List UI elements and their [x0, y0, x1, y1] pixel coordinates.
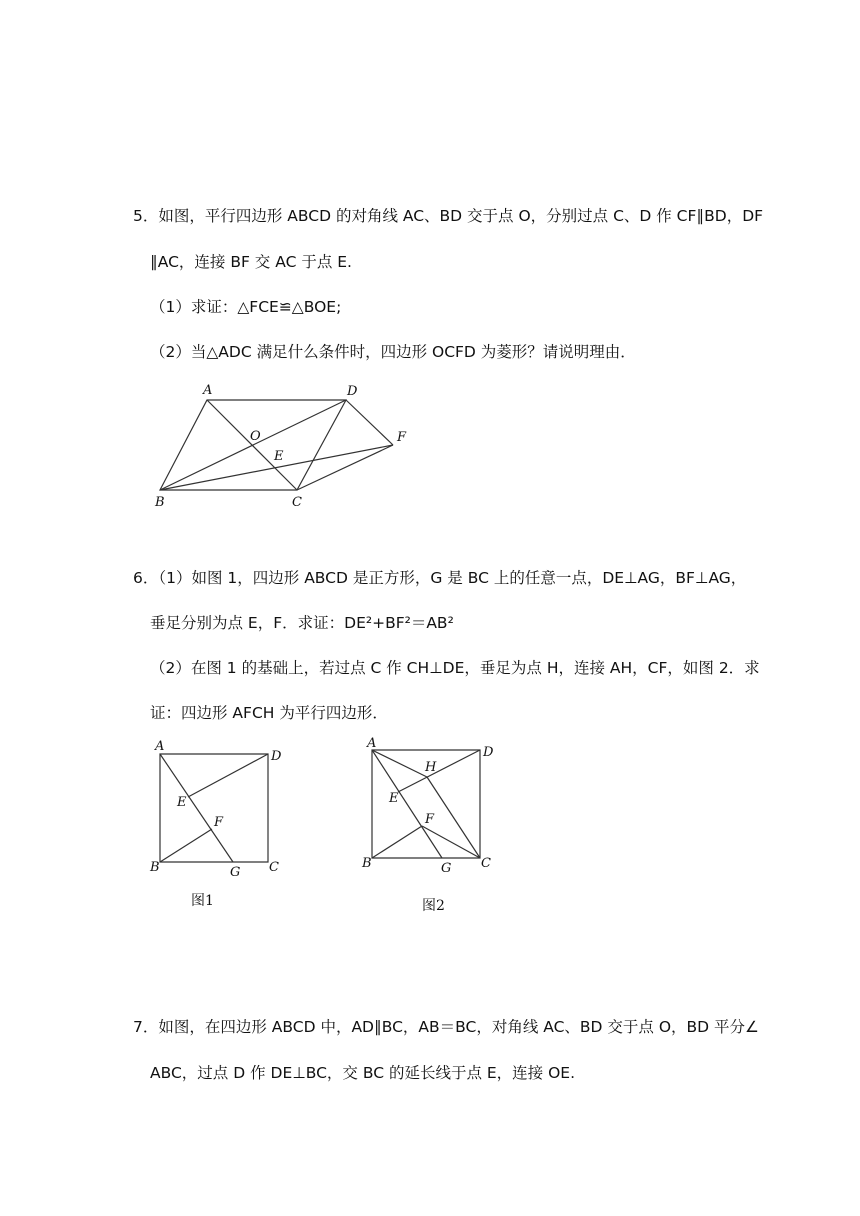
q7-line-2: ABC，过点 D 作 DE⊥BC，交 BC 的延长线于点 E，连接 OE. [150, 1064, 576, 1082]
figure-1-caption: 图1 [191, 893, 214, 909]
label-e: E [177, 795, 187, 810]
label-c: C [292, 495, 302, 510]
label-d: D [271, 749, 282, 764]
q5-part-2: （2）当△ADC 满足什么条件时，四边形 OCFD 为菱形？请说明理由． [150, 343, 636, 361]
label-a: A [203, 383, 213, 398]
label-f: F [425, 812, 435, 827]
q6-line-3: （2）在图 1 的基础上，若过点 C 作 CH⊥DE，垂足为点 H，连接 AH，CF，如图 2．求 [150, 659, 760, 677]
label-e: E [389, 791, 399, 806]
q6-line-1: 6．（1）如图 1，四边形 ABCD 是正方形，G 是 BC 上的任意一点，DE⊥AG，BF⊥AG， [133, 569, 747, 587]
label-f: F [397, 430, 407, 445]
segment-ch [427, 777, 480, 858]
q6-line-2: 垂足分别为点 E，F．求证：DE²+BF²＝AB² [150, 614, 454, 632]
q5-line-1: 5．如图，平行四边形 ABCD 的对角线 AC、BD 交于点 O，分别过点 C、D 作 CF∥BD，DF [133, 207, 764, 225]
q5-line-2: ∥AC，连接 BF 交 AC 于点 E. [150, 253, 352, 271]
label-b: B [362, 856, 372, 871]
label-c: C [269, 860, 279, 875]
label-g: G [441, 861, 452, 876]
q5-part-1: （1）求证：△FCE≌△BOE; [150, 298, 342, 316]
q6-line-4: 证：四边形 AFCH 为平行四边形． [150, 704, 388, 722]
q7-line-1: 7．如图，在四边形 ABCD 中，AD∥BC，AB＝BC，对角线 AC、BD 交于点 O，BD 平分∠ [133, 1018, 759, 1036]
segment-de [398, 750, 480, 792]
label-b: B [150, 860, 160, 875]
label-e: E [274, 449, 284, 464]
label-c: C [481, 856, 491, 871]
label-a: A [155, 739, 165, 754]
label-f: F [214, 815, 224, 830]
label-d: D [347, 384, 358, 399]
segment-cf [422, 826, 480, 858]
label-h: H [425, 760, 437, 775]
label-b: B [155, 495, 165, 510]
figure-2-caption: 图2 [422, 898, 445, 914]
segment-bf [372, 826, 422, 858]
label-g: G [230, 865, 241, 880]
label-a: A [367, 736, 377, 751]
label-d: D [483, 745, 494, 760]
label-o: O [250, 429, 261, 444]
